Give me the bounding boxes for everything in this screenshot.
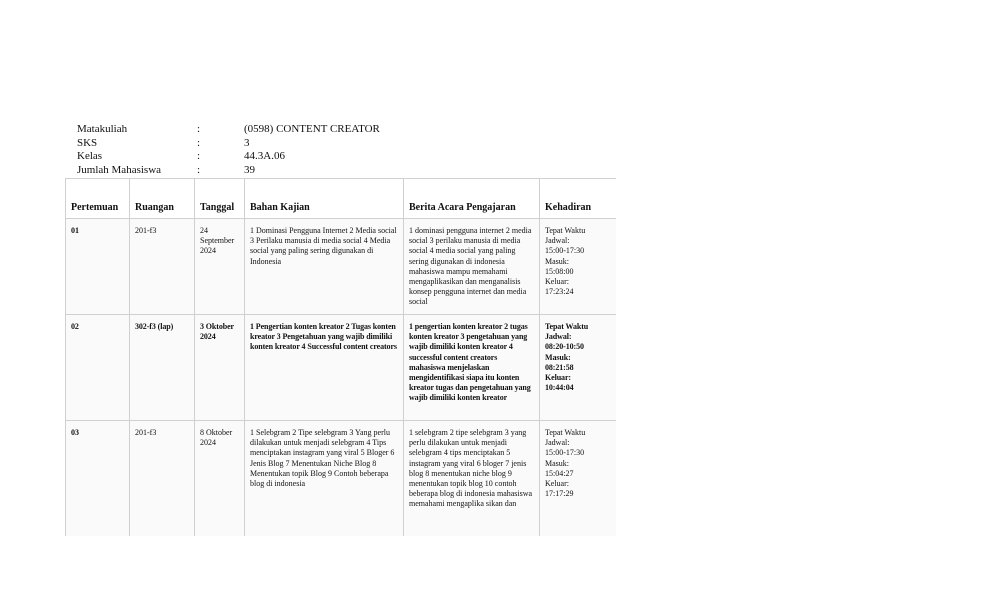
cell-pertemuan: 03 (66, 421, 130, 537)
cell-kehadiran: Tepat Waktu Jadwal: 08:20-10:50 Masuk: 08:21:58 Keluar: 10:44:04 (540, 315, 617, 421)
info-colon: : (197, 163, 201, 176)
attendance-table (65, 178, 616, 536)
header-pertemuan: Pertemuan (66, 179, 130, 219)
cell-ruangan: 302-f3 (lap) (130, 315, 195, 421)
info-colon: : (197, 123, 201, 135)
cell-berita-acara: 1 pengertian konten kreator 2 tugas konten kreator 3 pengetahuan yang wajib dimiliki konten kreator 4 successful content creators mahasiswa menjelaskan mengidentifikasi siapa itu konten kreator tugas dan pengetahuan yang wajib dimiliki konten kreator (404, 315, 540, 421)
info-value: 3 (244, 136, 250, 149)
info-label: SKS (77, 136, 98, 149)
cell-tanggal: 8 Oktober 2024 (195, 421, 245, 537)
header-tanggal: Tanggal (195, 179, 245, 219)
cell-bahan-kajian: 1 Pengertian konten kreator 2 Tugas konten kreator 3 Pengetahuan yang wajib dimiliki konten kreator 4 Successful content creators (245, 315, 404, 421)
cell-bahan-kajian: 1 Selebgram 2 Tipe selebgram 3 Yang perlu dilakukan untuk menjadi selebgram 4 Tips menciptakan instagram yang viral 5 Bloger 6 Jenis Blog 7 Menentukan Niche Blog 8 Menentukan topik Blog 9 Contoh beberapa blog di indonesia (245, 421, 404, 537)
info-colon: : (197, 150, 201, 162)
cell-tanggal: 24 September 2024 (195, 219, 245, 315)
table-row (66, 421, 617, 537)
info-label: Jumlah Mahasiswa (77, 163, 162, 176)
header-berita-acara: Berita Acara Pengajaran (404, 179, 540, 219)
table-row (66, 315, 617, 421)
cell-ruangan: 201-f3 (130, 219, 195, 315)
info-colon: : (197, 136, 201, 149)
attendance-table-wrapper (65, 178, 616, 536)
table-header-row (66, 179, 617, 219)
table-row (66, 219, 617, 315)
info-row-sks (77, 137, 380, 151)
cell-berita-acara: 1 dominasi pengguna internet 2 media social 3 perilaku manusia di media social 4 media social yang paling sering digunakan di indonesia mahasiswa mampu memahami mengaplikasikan dan menganalisis konsep pengguna internet dan media social (404, 219, 540, 315)
info-value: 44.3A.06 (244, 150, 285, 162)
cell-ruangan: 201-f3 (130, 421, 195, 537)
cell-pertemuan: 01 (66, 219, 130, 315)
cell-kehadiran: Tepat Waktu Jadwal: 15:00-17:30 Masuk: 15:04:27 Keluar: 17:17:29 (540, 421, 617, 537)
info-value: 39 (244, 163, 255, 176)
cell-pertemuan: 02 (66, 315, 130, 421)
cell-bahan-kajian: 1 Dominasi Pengguna Internet 2 Media social 3 Perilaku manusia di media social 4 Media social yang paling sering digunakan di Indonesia (245, 219, 404, 315)
info-row-matakuliah (77, 123, 380, 137)
cell-berita-acara: 1 selebgram 2 tipe selebgram 3 yang perlu dilakukan untuk menjadi selebgram 4 tips menciptakan 5 instagram yang viral 6 bloger 7 jenis blog 8 menentukan niche blog 9 menentukan topik blog 10 contoh beberapa blog di indonesia mahasiswa memahami mengaplika sikan dan (404, 421, 540, 537)
info-value: (0598) CONTENT CREATOR (244, 123, 380, 135)
header-bahan-kajian: Bahan Kajian (245, 179, 404, 219)
cell-tanggal: 3 Oktober 2024 (195, 315, 245, 421)
info-label: Kelas (77, 150, 103, 162)
info-row-jumlah-mahasiswa (77, 164, 380, 178)
course-info (77, 123, 380, 177)
cell-kehadiran: Tepat Waktu Jadwal: 15:00-17:30 Masuk: 15:08:00 Keluar: 17:23:24 (540, 219, 617, 315)
info-row-kelas (77, 150, 380, 164)
info-label: Matakuliah (77, 123, 128, 135)
header-ruangan: Ruangan (130, 179, 195, 219)
header-kehadiran: Kehadiran (540, 179, 617, 219)
